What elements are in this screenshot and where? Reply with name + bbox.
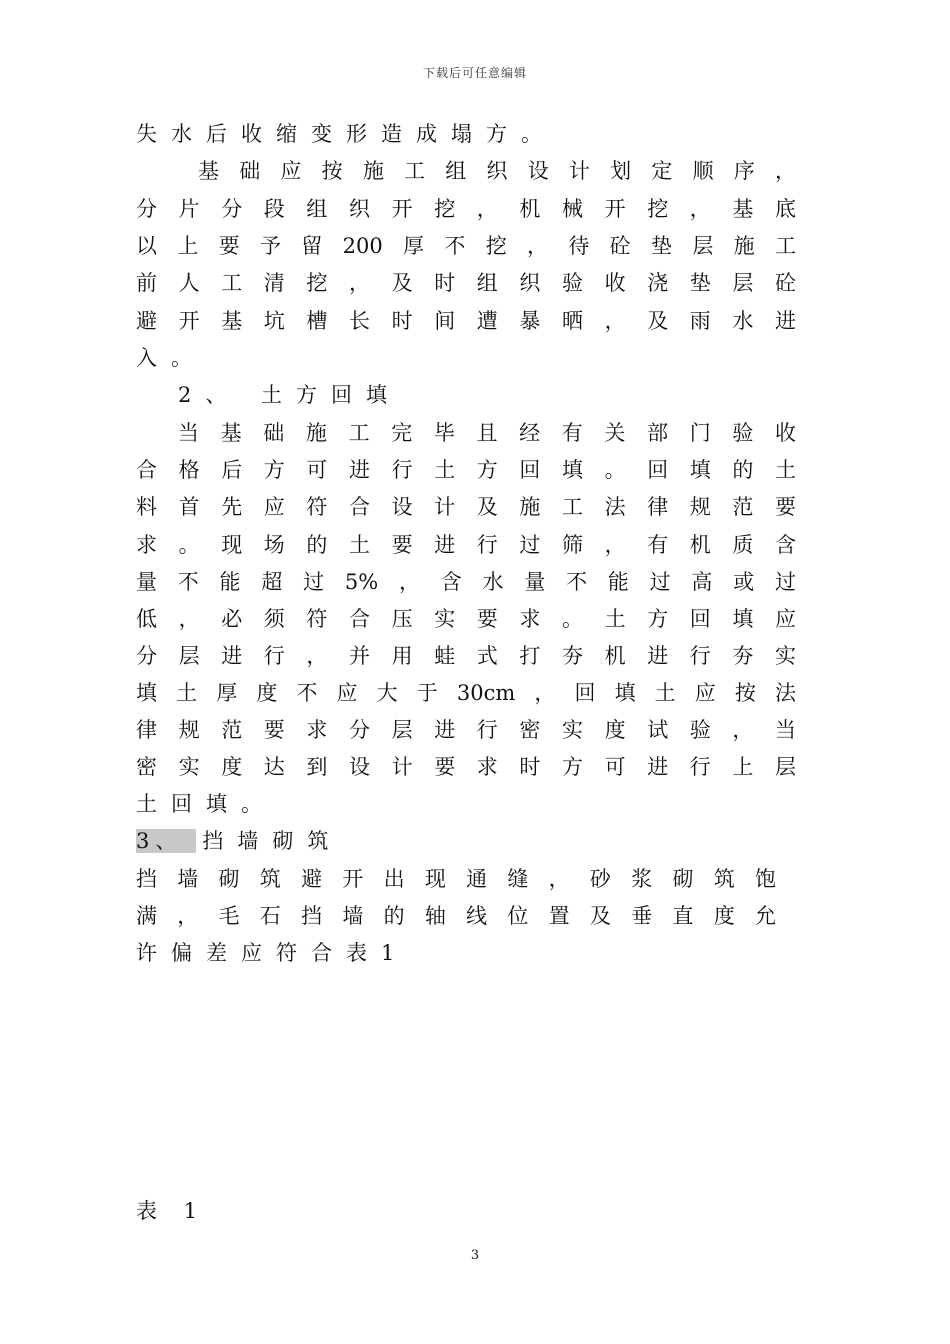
section-2-line-9: 律规范要求分层进行密实度试验，当	[136, 718, 796, 742]
page-header: 下载后可任意编辑	[422, 66, 527, 80]
section-2-line-1: 当基础施工完毕且经有关部门验收	[178, 421, 796, 445]
body-line-4: 以上要予留200厚不挖，待砼垫层施工	[136, 234, 796, 258]
body-line-7: 入。	[136, 346, 206, 370]
section-2-line-2: 合格后方可进行土方回填。回填的土	[136, 458, 796, 482]
section-3-title: 挡墙砌筑	[202, 829, 343, 853]
body-line-1: 失水后收缩变形造成塌方。	[136, 122, 556, 146]
section-3-line-2: 满，毛石挡墙的轴线位置及垂直度允	[136, 904, 776, 928]
table-caption: 表 1	[136, 1199, 208, 1223]
section-2-line-7: 分层进行，并用蛙式打夯机进行夯实	[136, 644, 796, 668]
body-line-2: 基础应按施工组织设计划定顺序，	[198, 159, 796, 183]
section-3-heading	[136, 826, 342, 856]
section-2-line-6: 低，必须符合压实要求。土方回填应	[136, 607, 796, 631]
section-2-line-8: 填土厚度不应大于30cm，回填土应按法	[136, 681, 796, 705]
section-3-line-3: 许偏差应符合表1	[136, 941, 409, 965]
section-2-line-5: 量不能超过5%，含水量不能过高或过	[136, 570, 796, 594]
body-line-5: 前人工清挖，及时组织验收浇垫层砼	[136, 271, 796, 295]
section-2-line-11: 土回填。	[136, 792, 276, 816]
section-2-line-10: 密实度达到设计要求时方可进行上层	[136, 755, 796, 779]
section-2-line-4: 求。现场的土要进行过筛，有机质含	[136, 533, 796, 557]
body-line-6: 避开基坑槽长时间遭暴晒，及雨水进	[136, 309, 796, 333]
body-line-3: 分片分段组织开挖，机械开挖，基底	[136, 197, 796, 221]
section-2-heading: 2、 土方回填	[178, 383, 402, 407]
page-number: 3	[470, 1248, 480, 1263]
section-3-number: 3、	[136, 829, 196, 853]
section-3-line-1: 挡墙砌筑避开出现通缝，砂浆砌筑饱	[136, 867, 776, 891]
section-2-line-3: 料首先应符合设计及施工法律规范要	[136, 495, 796, 519]
